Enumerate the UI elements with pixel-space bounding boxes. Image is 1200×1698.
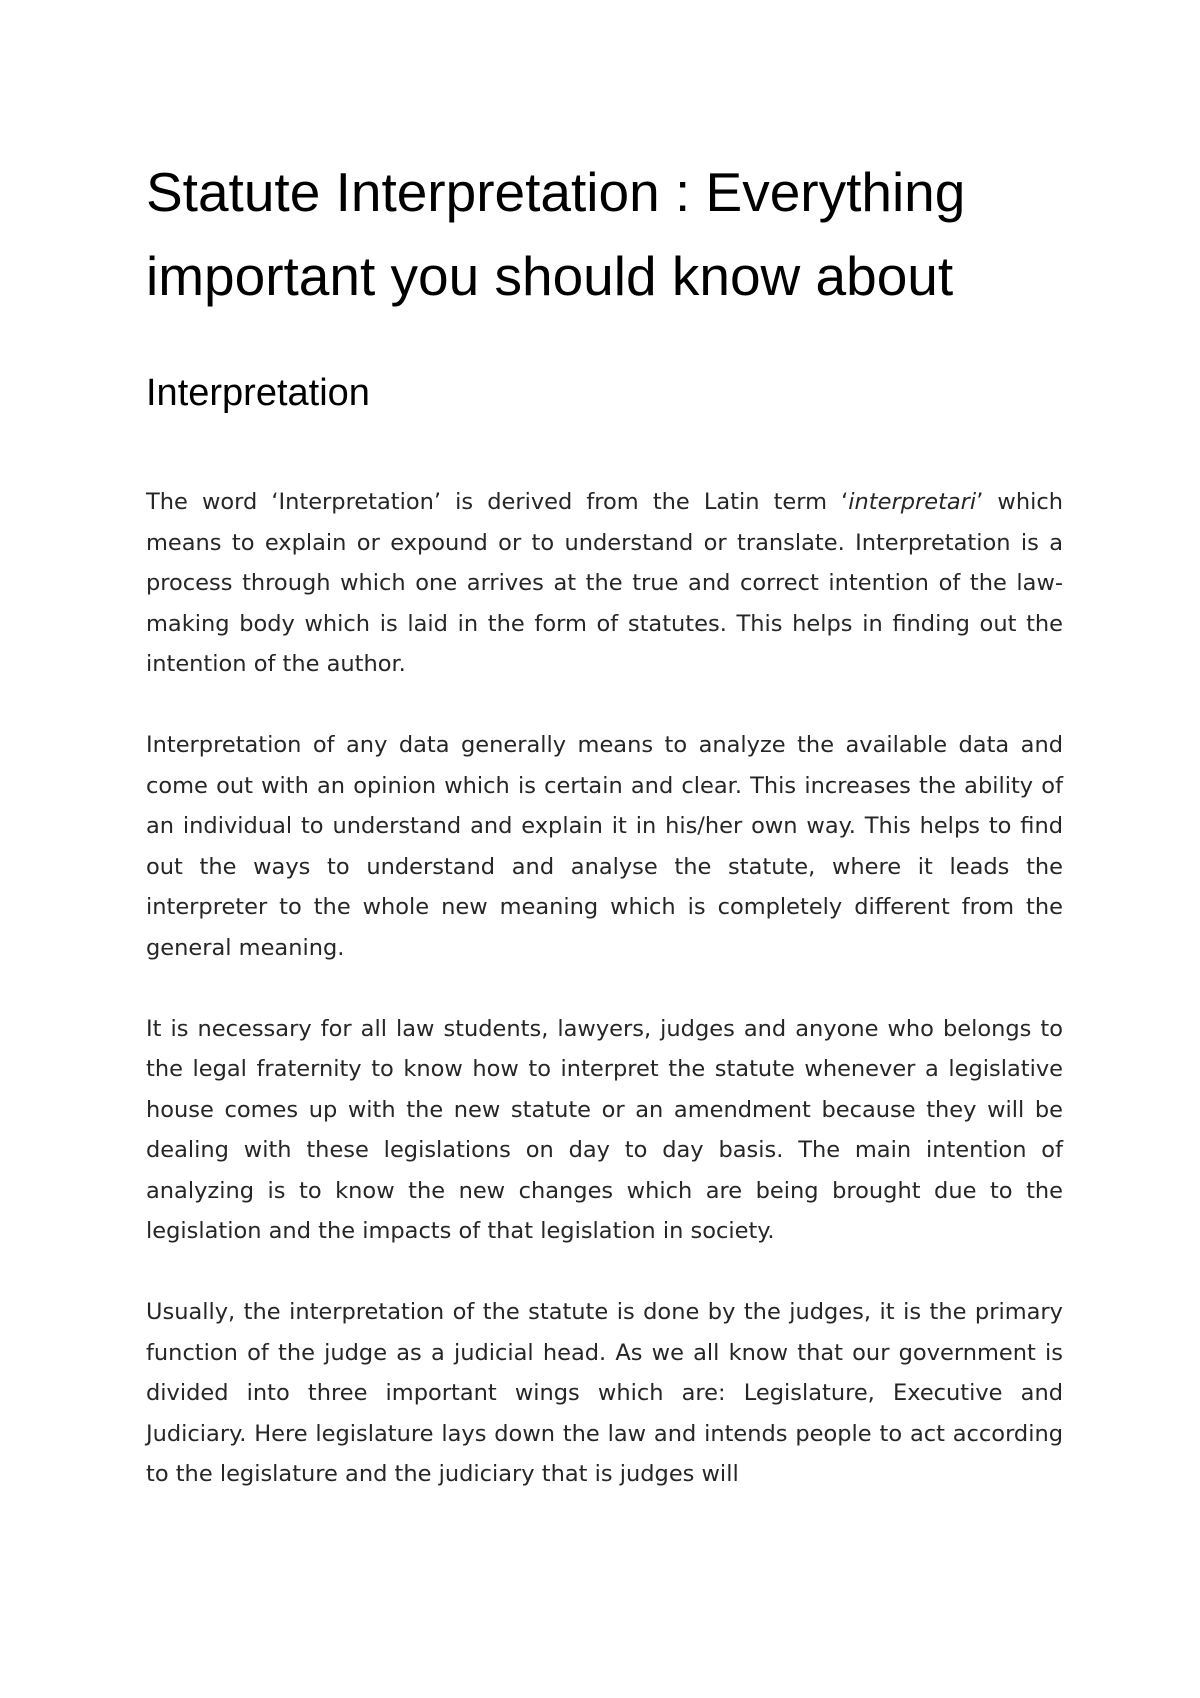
section-heading: Interpretation	[146, 372, 370, 414]
paragraph-1-rest: ’ which means to explain or expound or to understand or translate. Interpretation is a process through which one arrives at the true and correct intention of the law-making body which is laid in the form of statutes. This helps in finding out the intention of the author.	[146, 489, 1063, 677]
document-content	[146, 150, 1063, 1495]
paragraph-2: Interpretation of any data generally means to analyze the available data and come out with an opinion which is certain and clear. This increases the ability of an individual to understand and explain it in his/her own way. This helps to find out the ways to understand and analyse the statute, where it leads the interpreter to the whole new meaning which is completely different from the general meaning.	[146, 732, 1063, 961]
paragraph-4: Usually, the interpretation of the statute is done by the judges, it is the primary function of the judge as a judicial head. As we all know that our government is divided into three important wings which are: Legislature, Executive and Judiciary. Here legislature lays down the law and intends people to act according to the legislature and the judiciary that is judges will	[146, 1299, 1063, 1487]
latin-term: interpretari	[848, 489, 977, 515]
paragraph-1	[146, 482, 1063, 685]
document-title: Statute Interpretation : Everything important you should know about	[146, 161, 966, 307]
paragraph-3: It is necessary for all law students, lawyers, judges and anyone who belongs to the legal fraternity to know how to interpret the statute whenever a legislative house comes up with the new statute or an amendment because they will be dealing with these legislations on day to day basis. The main intention of analyzing is to know the new changes which are being brought due to the legislation and the impacts of that legislation in society.	[146, 1015, 1063, 1244]
paragraph-1-lead: The word ‘Interpretation’ is derived from the Latin term ‘	[146, 489, 849, 515]
